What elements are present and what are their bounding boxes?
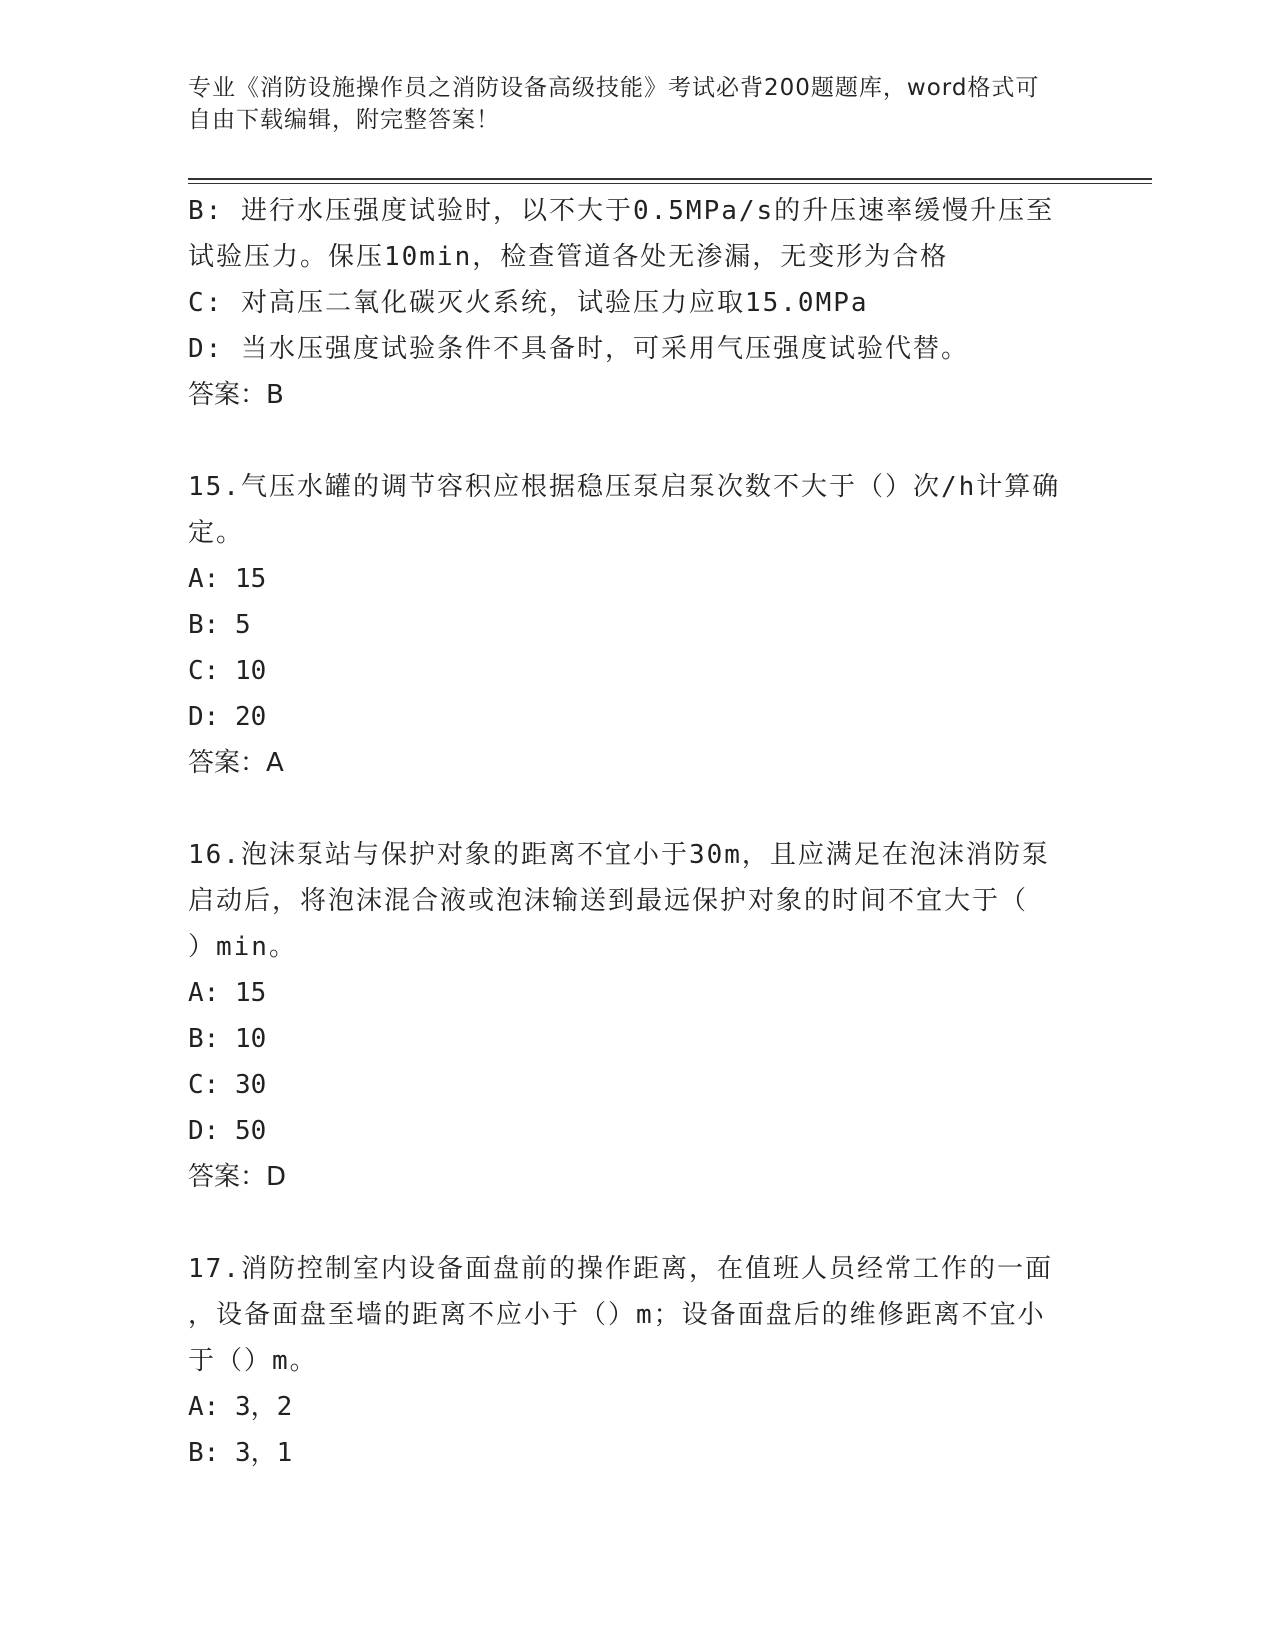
spacer	[188, 418, 1088, 464]
question-17-line-1: 17.消防控制室内设备面盘前的操作距离，在值班人员经常工作的一面	[188, 1254, 1053, 1284]
question-15-block	[188, 464, 1088, 786]
question-17-line-2: ，设备面盘至墙的距离不应小于（）m；设备面盘后的维修距离不宜小	[188, 1300, 1046, 1330]
question-16-answer: 答案：D	[188, 1162, 287, 1192]
question-16-option-b: B: 10	[188, 1024, 267, 1054]
option-b-line-1: B: 进行水压强度试验时，以不大于0.5MPa/s的升压速率缓慢升压至	[188, 196, 1055, 226]
question-15-answer: 答案：A	[188, 748, 284, 778]
question-16-line-3: ）min。	[188, 932, 297, 962]
header-divider-thick	[188, 178, 1152, 180]
question-16-option-c: C: 30	[188, 1070, 267, 1100]
spacer	[188, 1200, 1088, 1246]
header-divider-thin	[188, 183, 1152, 184]
question-15-line-2: 定。	[188, 518, 245, 548]
question-17-option-a: A: 3，2	[188, 1392, 293, 1422]
header-line-2: 自由下载编辑，附完整答案！	[188, 107, 500, 133]
question-16-line-2: 启动后，将泡沫混合液或泡沫输送到最远保护对象的时间不宜大于（	[188, 886, 1029, 916]
question-15-option-a: A: 15	[188, 564, 267, 594]
answer-label: 答案：B	[188, 380, 284, 410]
question-16-option-d: D: 50	[188, 1116, 267, 1146]
document-header	[188, 72, 1068, 136]
question-15-option-c: C: 10	[188, 656, 267, 686]
question-16-block	[188, 832, 1088, 1200]
question-15-line-1: 15.气压水罐的调节容积应根据稳压泵启泵次数不大于（）次/h计算确	[188, 472, 1061, 502]
previous-question-block	[188, 188, 1088, 418]
option-b-line-2: 试验压力。保压10min，检查管道各处无渗漏，无变形为合格	[188, 242, 949, 272]
question-16-option-a: A: 15	[188, 978, 267, 1008]
question-content	[188, 188, 1088, 1476]
option-d: D: 当水压强度试验条件不具备时，可采用气压强度试验代替。	[188, 334, 969, 364]
question-15-option-b: B: 5	[188, 610, 251, 640]
question-15-option-d: D: 20	[188, 702, 267, 732]
spacer	[188, 786, 1088, 832]
question-17-block	[188, 1246, 1088, 1476]
question-16-line-1: 16.泡沫泵站与保护对象的距离不宜小于30m，且应满足在泡沫消防泵	[188, 840, 1050, 870]
option-c: C: 对高压二氧化碳灭火系统，试验压力应取15.0MPa	[188, 288, 869, 318]
question-17-option-b: B: 3，1	[188, 1438, 293, 1468]
question-17-line-3: 于（）m。	[188, 1346, 318, 1376]
header-line-1: 专业《消防设施操作员之消防设备高级技能》考试必背200题题库，word格式可	[188, 75, 1040, 101]
